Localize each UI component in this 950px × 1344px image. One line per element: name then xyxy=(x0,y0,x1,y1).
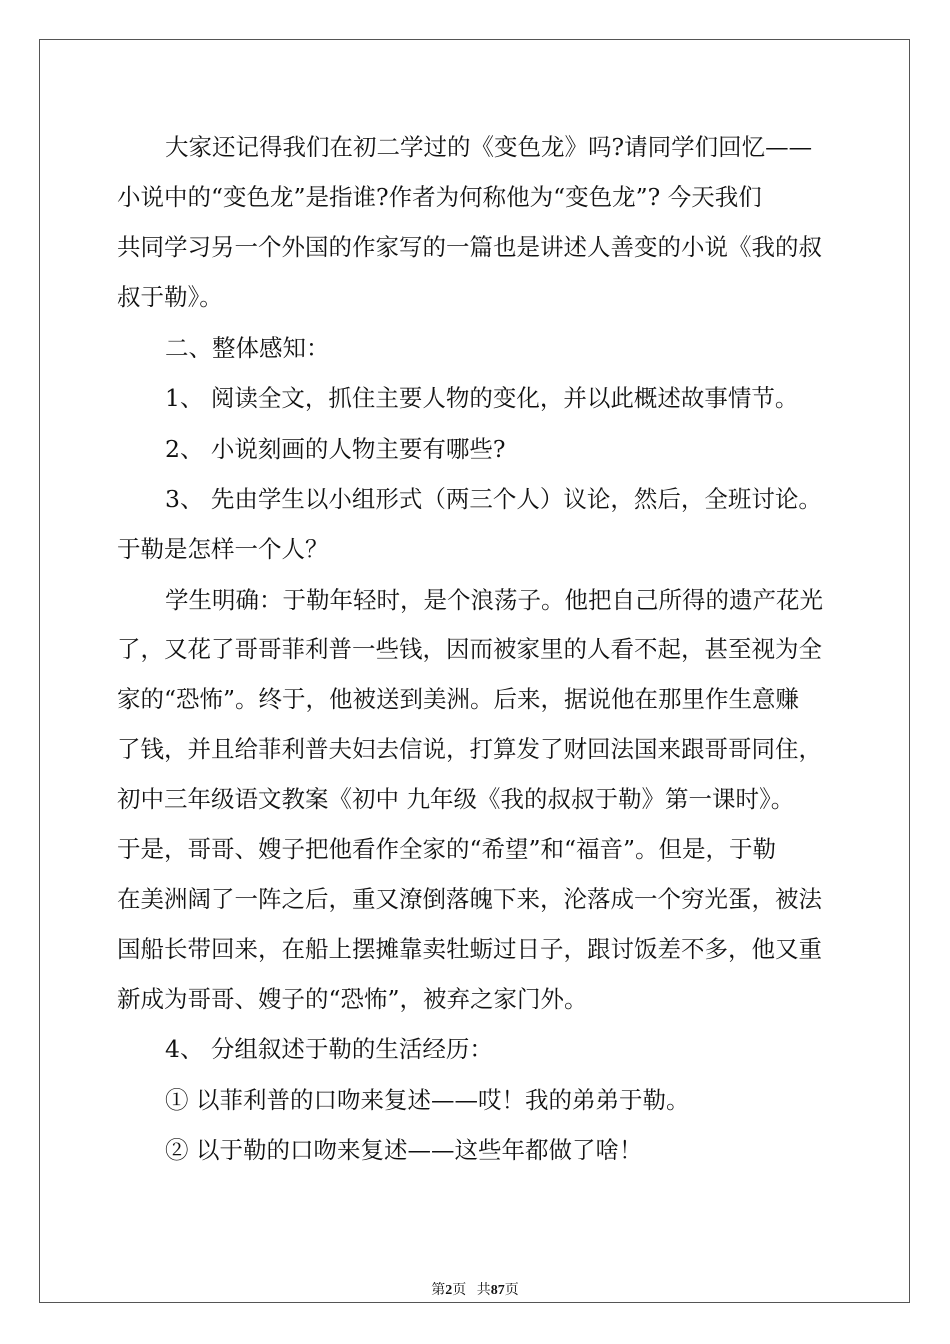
answer-line-6: 于是，哥哥、嫂子把他看作全家的“希望”和“福音”。但是，于勒 xyxy=(117,835,777,863)
answer-line-5: 初中三年级语文教案《初中 九年级《我的叔叔于勒》第一课时》。 xyxy=(117,785,795,813)
paragraph-1-line-1: 大家还记得我们在初二学过的《变色龙》吗?请同学们回忆—— xyxy=(165,133,813,161)
answer-line-4: 了钱，并且给菲利普夫妇去信说，打算发了财回法国来跟哥哥同住， xyxy=(117,735,822,763)
footer-page-prefix: 第 xyxy=(431,1283,446,1298)
paragraph-1-line-2: 小说中的“变色龙”是指谁?作者为何称他为“变色龙”? 今天我们 xyxy=(117,183,762,211)
page-footer xyxy=(0,1279,950,1299)
footer-total-pages: 87 xyxy=(490,1283,505,1298)
footer-page-number: 2 xyxy=(445,1283,453,1298)
answer-line-9: 新成为哥哥、嫂子的“恐怖”，被弃之家门外。 xyxy=(117,985,588,1013)
footer-total-suffix: 页 xyxy=(504,1283,519,1298)
sub-item-1: ① 以菲利普的口吻来复述——哎！我的弟弟于勒。 xyxy=(165,1086,690,1114)
list-item-3-line-2: 于勒是怎样一个人？ xyxy=(117,535,329,563)
paragraph-1-line-3: 共同学习另一个外国的作家写的一篇也是讲述人善变的小说《我的叔 xyxy=(117,233,822,261)
footer-total-prefix: 共 xyxy=(476,1283,491,1298)
sub-item-2: ② 以于勒的口吻来复述——这些年都做了啥！ xyxy=(165,1136,643,1164)
list-item-3-line-1: 3、 先由学生以小组形式（两三个人）议论，然后，全班讨论。 xyxy=(165,485,822,513)
paragraph-1-line-4: 叔于勒》。 xyxy=(117,283,223,311)
answer-line-8: 国船长带回来，在船上摆摊靠卖牡蛎过日子，跟讨饭差不多，他又重 xyxy=(117,935,822,963)
footer-page-suffix: 页 xyxy=(452,1283,467,1298)
list-item-1: 1、 阅读全文，抓住主要人物的变化，并以此概述故事情节。 xyxy=(165,384,799,412)
answer-line-1: 学生明确：于勒年轻时，是个浪荡子。他把自己所得的遗产花光 xyxy=(165,586,823,614)
section-heading: 二、整体感知： xyxy=(165,334,330,362)
answer-line-3: 家的“恐怖”。终于，他被送到美洲。后来，据说他在那里作生意赚 xyxy=(117,685,800,713)
list-item-2: 2、 小说刻画的人物主要有哪些? xyxy=(165,435,506,463)
answer-line-7: 在美洲阔了一阵之后，重又潦倒落魄下来，沦落成一个穷光蛋，被法 xyxy=(117,885,822,913)
list-item-4: 4、 分组叙述于勒的生活经历： xyxy=(165,1035,493,1063)
answer-line-2: 了，又花了哥哥菲利普一些钱，因而被家里的人看不起，甚至视为全 xyxy=(117,635,822,663)
